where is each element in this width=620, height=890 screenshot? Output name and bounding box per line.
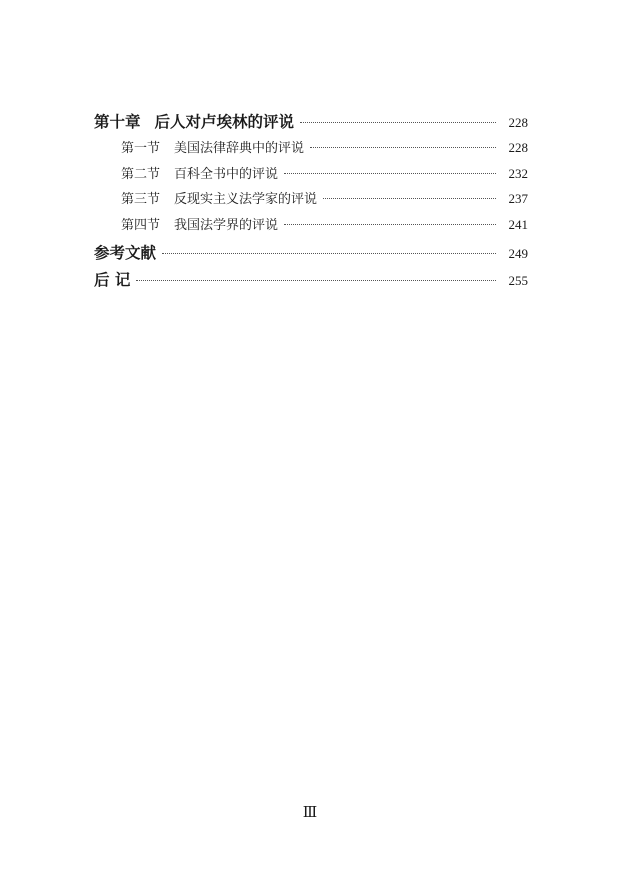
toc-section-entry[interactable] bbox=[94, 188, 528, 214]
page-folio: Ⅲ bbox=[302, 805, 318, 821]
dot-leader bbox=[310, 147, 496, 148]
page-number: 232 bbox=[508, 165, 528, 181]
toc-references-entry[interactable] bbox=[94, 241, 528, 268]
page-number: 237 bbox=[508, 191, 528, 206]
toc-postscript-entry[interactable] bbox=[94, 268, 528, 295]
section-title: 百科全书中的评说 bbox=[174, 166, 279, 182]
section-title: 美国法律辞典中的评说 bbox=[174, 141, 305, 156]
toc-section-entry[interactable] bbox=[94, 137, 528, 163]
section-title: 反现实主义法学家的评说 bbox=[174, 192, 318, 207]
dot-leader bbox=[284, 224, 496, 225]
dot-leader bbox=[323, 198, 496, 199]
toc-chapter-entry[interactable] bbox=[94, 110, 528, 136]
dot-leader bbox=[136, 280, 496, 281]
toc-section-entry[interactable] bbox=[94, 163, 528, 189]
references-title: 参考文献 bbox=[94, 244, 157, 262]
chapter-title: 后人对卢埃林的评说 bbox=[154, 113, 295, 131]
section-number: 第四节 bbox=[121, 217, 161, 233]
page-number: 249 bbox=[508, 246, 528, 261]
section-number: 第三节 bbox=[121, 192, 161, 207]
toc-section-entry[interactable] bbox=[94, 214, 528, 240]
postscript-title: 后 记 bbox=[94, 270, 131, 289]
section-number: 第二节 bbox=[121, 166, 161, 182]
page-number: 228 bbox=[508, 115, 528, 130]
section-number: 第一节 bbox=[121, 141, 161, 156]
dot-leader bbox=[300, 122, 496, 123]
dot-leader bbox=[284, 173, 496, 174]
chapter-number: 第十章 bbox=[94, 113, 141, 131]
page-number: 241 bbox=[508, 216, 528, 232]
page-number: 255 bbox=[508, 272, 528, 288]
section-title: 我国法学界的评说 bbox=[174, 217, 279, 233]
page-number: 228 bbox=[508, 140, 528, 155]
dot-leader bbox=[162, 253, 496, 254]
table-of-contents bbox=[94, 110, 528, 294]
